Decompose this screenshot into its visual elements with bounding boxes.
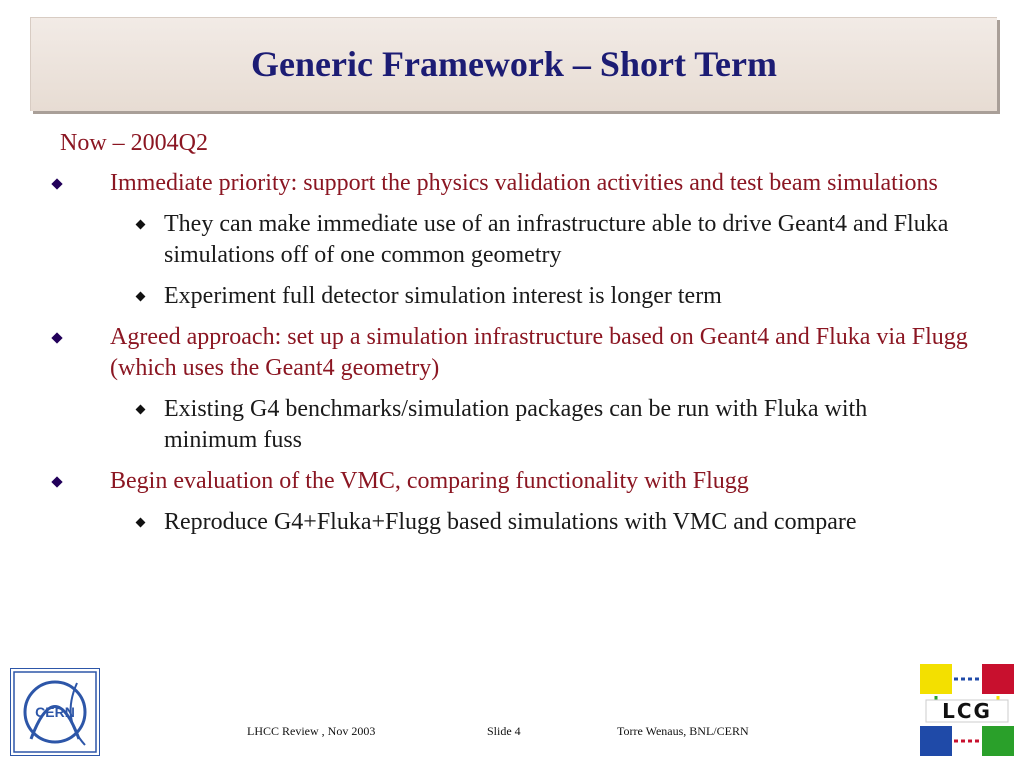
diamond-bullet-icon bbox=[136, 518, 146, 528]
footer-event: LHCC Review , Nov 2003 bbox=[247, 724, 376, 738]
bullet-text: Begin evaluation of the VMC, comparing functionality with Flugg bbox=[110, 468, 749, 494]
sub-bullet-text: Experiment full detector simulation interest is longer term bbox=[164, 283, 722, 309]
diamond-bullet-icon bbox=[136, 292, 146, 302]
cern-logo-icon bbox=[11, 669, 99, 755]
sub-bullet-text: Reproduce G4+Fluka+Flugg based simulations with VMC and compare bbox=[164, 509, 857, 535]
diamond-bullet-icon bbox=[136, 405, 146, 415]
cern-logo-text: CERN bbox=[35, 704, 75, 720]
sub-bullet-item bbox=[0, 394, 1024, 456]
diamond-bullet-icon bbox=[51, 476, 62, 487]
bullet-item bbox=[0, 322, 1024, 384]
diamond-bullet-icon bbox=[136, 220, 146, 230]
bullet-item bbox=[0, 168, 1024, 199]
bullet-list bbox=[0, 168, 1024, 548]
slide-title: Generic Framework – Short Term bbox=[251, 43, 777, 84]
subheading: Now – 2004Q2 bbox=[60, 130, 208, 156]
footer-slide-number: Slide 4 bbox=[487, 724, 521, 738]
bullet-item bbox=[0, 466, 1024, 497]
sub-bullet-text: They can make immediate use of an infrastructure able to drive Geant4 and Fluka simulations off of one common geometry bbox=[164, 211, 949, 268]
bullet-text: Immediate priority: support the physics validation activities and test beam simulations bbox=[110, 170, 938, 196]
lcg-logo-text: LCG bbox=[942, 699, 992, 723]
sub-bullet-text: Existing G4 benchmarks/simulation packages can be run with Fluka with minimum fuss bbox=[164, 396, 868, 453]
sub-bullet-item bbox=[0, 209, 1024, 271]
bullet-text: Agreed approach: set up a simulation infrastructure based on Geant4 and Fluka via Flugg (which uses the Geant4 geometry) bbox=[110, 324, 968, 381]
footer-author: Torre Wenaus, BNL/CERN bbox=[617, 724, 749, 738]
lcg-logo-icon bbox=[920, 664, 1014, 756]
lcg-logo bbox=[920, 664, 1014, 756]
cern-logo bbox=[10, 668, 100, 756]
diamond-bullet-icon bbox=[51, 178, 62, 189]
sub-bullet-item bbox=[0, 507, 1024, 538]
sub-bullet-item bbox=[0, 281, 1024, 312]
title-banner bbox=[30, 17, 997, 111]
diamond-bullet-icon bbox=[51, 332, 62, 343]
